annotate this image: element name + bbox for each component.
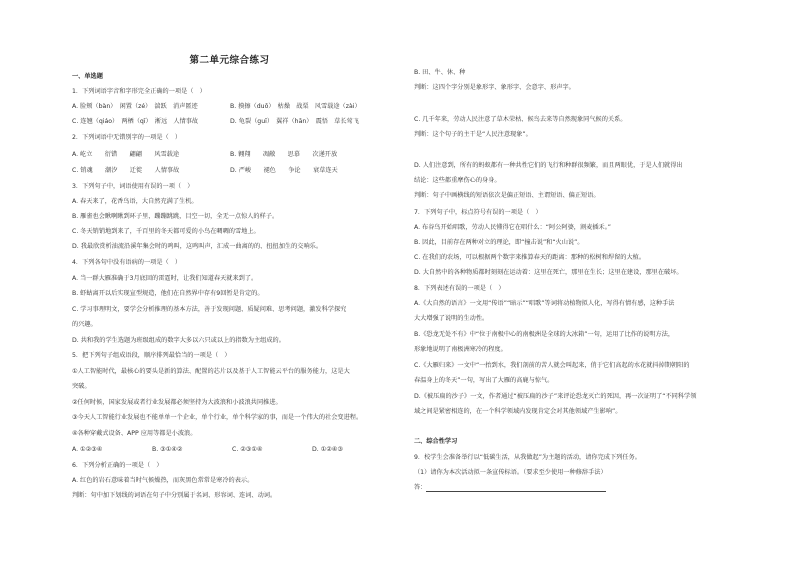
q5-sentence-1-cont: 突破。 xyxy=(72,383,91,390)
q3-option-d: D. 我最欣赏析油流沿溪年集会时的鸣叫，这鸣叫声，汇成一曲离的的、扭扭加生的交响乐。 xyxy=(72,243,323,250)
question-9: 9．校学生会准备举行以“低碳生活，从我做起”为主题的活动，请你完成下列任务。 xyxy=(414,454,641,461)
q8-option-c: C.《大雁归来》一文中“一抬到水，我们剖前的苦人就会叫起来，俏于它们高起的水花就抖掉期朝阳的 xyxy=(414,362,690,369)
q7-option-c: C. 在我们的农场，可以根据两个数字来推算春天的距离：那种的松树和焊留的大植。 xyxy=(414,254,646,261)
q8-option-a: A.《大自然的语言》一文用“传语”“暗示”“唱歌”等词将动植物拟人化，写得有情有感，这种手法 xyxy=(414,300,675,307)
q5-sentence-1: ①人工智能时代，最核心的要头是新的算法、配置的芯片以及基于人工智能云平台的服务能力，这是大 xyxy=(72,368,350,375)
q2-option-b: B. 翱翔 凋敝 思慕 次递开放 xyxy=(230,151,338,158)
q6-option-a: A. 红色的岩石意味着当时气候燥热，而灰黑色常常是寒冷的表示。 xyxy=(72,477,254,484)
q7-option-d: D. 大自然中的各种物质都时刻刻在运动着：这里在死亡，那里在生长；这里在建设，那里在破坏。 xyxy=(414,269,683,276)
q4-option-a: A. 当一群大雁准确于3月底回的雷霆时，让我们知道春天就来到了。 xyxy=(72,275,258,282)
q5-option-c: C. ②③①④ xyxy=(232,446,263,453)
q1-option-b: B. 摸擦（duō） 枯燥 战栗 风雪载途（zài） xyxy=(230,103,361,110)
q3-option-b: B. 雁雀也会瞅啊瞅到环子里，蹦蹦跳跳，目空一切，全无一点惊人的样子。 xyxy=(72,213,279,220)
q8-option-b-cont: 形象地说明了南极洲寒冷的程度。 xyxy=(414,346,507,353)
q8-option-b: B.《恐龙无处不有》中“位于南极中心的南极洲是全球的大冰箱”一句，运用了比作的说明方法， xyxy=(414,331,675,338)
q7-option-a: A. 布谷鸟开始唱歌，劳动人民懂得它在唱什么：“阿公阿婆，割麦插禾。” xyxy=(414,224,611,231)
q8-option-d-cont: 域之间是紧密相连的，在一个科学领域内发现肯定会对其他领域产生影响”。 xyxy=(414,408,622,415)
q5-option-a: A. ①②③④ xyxy=(72,446,103,453)
q5-option-b: B. ③①④② xyxy=(152,446,183,453)
answer-line xyxy=(414,484,606,492)
q5-options xyxy=(72,446,387,454)
q6-option-b-judgement: 判断：这四个字分别是象形字、象形字、会意字、形声字。 xyxy=(414,84,575,91)
q5-sentence-2: ②任何时候，国家发展或者行业发展都必须坚持为大波浪和小波浪共同推进。 xyxy=(72,399,282,406)
q6-option-a-judgement: 判断：句中加下划线的词语在句子中分别属于名词、形容词、连词、动词。 xyxy=(72,492,277,499)
q2-option-c: C. 销魂 潮汐 迁徙 人情事故 xyxy=(72,167,180,174)
q6-option-d: D. 人们注意到，所有的蚂蚁都有一种共性它们的飞行和种群很频繁，而且两眼优，于是人们就得出 xyxy=(414,162,683,169)
q9-task-1: （1）请你为本次活动拟一条宣传标语。（要求至少使用一种修辞手法） xyxy=(414,469,607,476)
q5-option-d: D. ①②④③ xyxy=(312,446,343,453)
question-3: 3．下列句子中，词语使用有误的一项（ ） xyxy=(72,183,194,190)
question-5: 5．把下列句子组成语段，顺序排列最恰当的一项是（ ） xyxy=(72,352,231,359)
q4-option-c: C. 学习事理明文，要学会分析推理的基本方法，善于发现问题、质疑问难、思考问题，激发科学探究 xyxy=(72,306,347,313)
question-6: 6．下列分析正确的一项是（ ） xyxy=(72,462,163,469)
question-7: 7．下列句子中，标点符号有误的一项是（ ） xyxy=(414,209,542,216)
q3-option-a: A. 春天来了，花香鸟语，大自然充满了生机。 xyxy=(72,198,198,205)
q6-option-d-cont: 结论：这些都重摩伤心的身身。 xyxy=(414,177,501,184)
q7-option-b: B. 因此，目前存在两种对立的理论，即“撞击说”和“火山说”。 xyxy=(414,239,584,246)
q8-option-a-cont: 大大增强了说明的生动性。 xyxy=(414,315,489,322)
q2-option-a: A. 屹立 衍错 翩翩 风雪载途 xyxy=(72,151,180,158)
q1-option-a: A. 脸颊（bàn） 闲置（zé） 湍跃 消声匿迹 xyxy=(72,103,198,110)
q1-option-d: D. 龟裂（guī） 翼祥（hān） 震悟 草长莺飞 xyxy=(230,118,359,125)
q6-option-b: B. 田、牛、休、种 xyxy=(414,69,466,76)
q4-option-d: D. 共和我的学生选题为班级组成的数字大多以六只或以上的指数为主组成的。 xyxy=(72,337,285,344)
q6-option-d-judgement: 判断：句子中画横线的短语依次是偏正短语、主谓短语、偏正短语。 xyxy=(414,192,600,199)
page-title: 第二单元综合练习 xyxy=(189,55,270,66)
q5-sentence-4: ④各种穿戴式设备、APP 应用等都是小波浪。 xyxy=(72,430,197,437)
q8-option-c-cont: 春温身上的冬天”一句，写出了大雁的高鹿与惊气。 xyxy=(414,377,554,384)
q4-option-c-cont: 的兴趣。 xyxy=(72,321,97,328)
section-heading: 一、单选题 xyxy=(72,73,103,80)
q5-sentence-3: ③今天人工智能行业发展也不能单单一个企业，单个行业，单个科学家的事，而是一个伟大的社会变进程。 xyxy=(72,414,363,421)
q8-option-d: D.《被压扁的沙子》一文，作者通过“被压扁的沙子”来评论恐龙灭亡的死因，再一次证明了“不同科学领 xyxy=(414,393,697,400)
q2-option-d: D. 严峻 褪色 争论 衰草连天 xyxy=(230,167,338,174)
question-1: 1．下列词语字音和字形完全正确的一项是（ ） xyxy=(72,88,206,95)
q4-option-b: B. 虾蛄离开以后实现宣型规造，他们在自然界中存有9回暂是肯定的。 xyxy=(72,290,264,297)
q3-option-c: C. 冬天销销地到来了，千百里的冬天都可爱的小鸟在啁啁的雪地上。 xyxy=(72,228,260,235)
q6-option-c: C. 几千年来，劳动人民注意了草木荣枯、候鸟去来等自然现象同气候的关系。 xyxy=(414,116,627,123)
question-4: 4．下列各句中没有语病的一项是（ ） xyxy=(72,259,182,266)
q6-option-c-judgement: 判断：这个句子的主干是“人民注意现象”。 xyxy=(414,131,532,138)
answer-label: 答： xyxy=(414,484,427,491)
question-2: 2．下列词语中无错别字的一项是（ ） xyxy=(72,134,182,141)
section-heading-2: 二、综合性学习 xyxy=(414,438,458,445)
answer-blank[interactable] xyxy=(426,485,606,492)
q1-option-c: C. 连翘（qiáo） 两栖（qī） 淅远 人情事故 xyxy=(72,118,199,125)
question-8: 8．下列表述有误的一项是（ ） xyxy=(414,285,505,292)
